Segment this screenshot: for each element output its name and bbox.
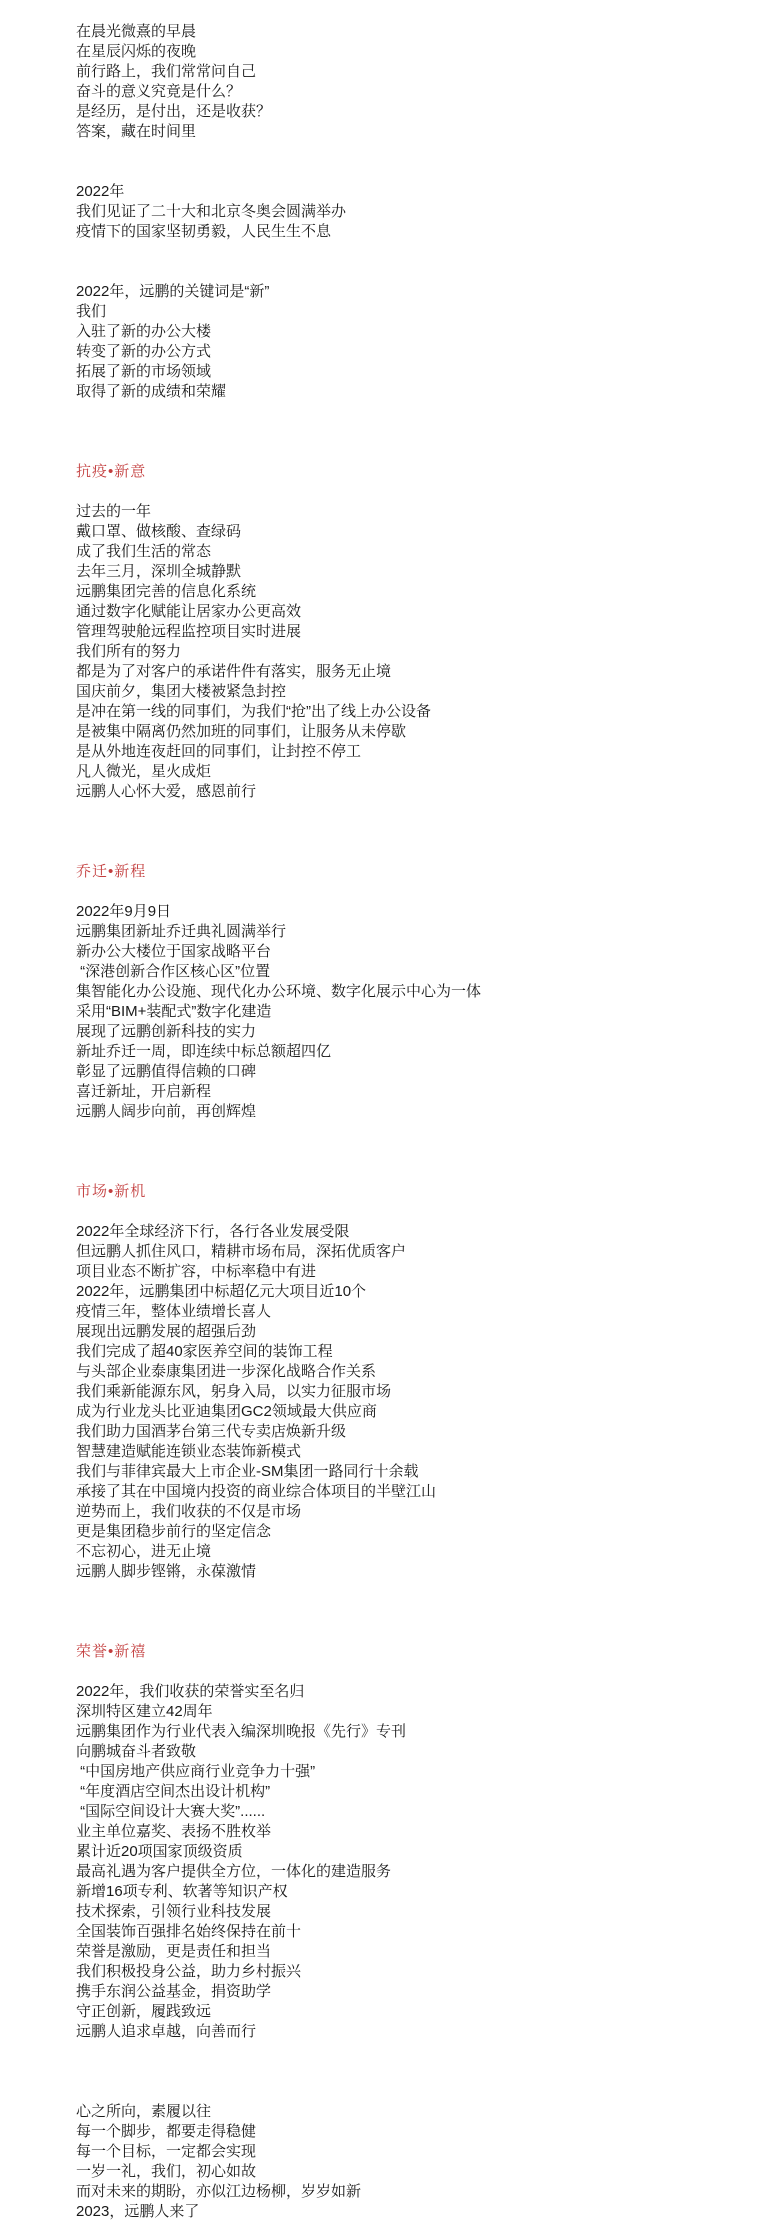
paragraph — [76, 1222, 715, 1582]
text-line: 通过数字化赋能让居家办公更高效 — [76, 603, 302, 620]
text-line: 智慧建造赋能连锁业态装饰新模式 — [76, 1443, 302, 1460]
text-line: 最高礼遇为客户提供全方位，一体化的建造服务 — [76, 1863, 392, 1880]
text-line: 逆势而上，我们收获的不仅是市场 — [76, 1503, 302, 1520]
text-line: “国际空间设计大赛大奖”...... — [76, 1803, 266, 1820]
text-line: 业主单位嘉奖、表扬不胜枚举 — [76, 1823, 272, 1840]
text-line: 每一个目标，一定都会实现 — [76, 2143, 257, 2160]
text-line: 每一个脚步，都要走得稳健 — [76, 2123, 257, 2140]
text-line: 心之所向，素履以往 — [76, 2103, 212, 2120]
text-line: 一岁一礼，我们，初心如故 — [76, 2163, 257, 2180]
text-line: 疫情下的国家坚韧勇毅，人民生生不息 — [76, 223, 332, 240]
text-line: 2022年，远鹏的关键词是“新” — [76, 283, 270, 300]
text-line: 凡人微光，星火成炬 — [76, 763, 212, 780]
text-line: 答案，藏在时间里 — [76, 123, 197, 140]
text-line: 但远鹏人抓住风口，精耕市场布局，深拓优质客户 — [76, 1243, 407, 1260]
text-line: 我们乘新能源东风，躬身入局，以实力征服市场 — [76, 1383, 392, 1400]
text-line: 远鹏人脚步铿锵，永葆激情 — [76, 1563, 257, 1580]
text-line: 集智能化办公设施、现代化办公环境、数字化展示中心为一体 — [76, 983, 482, 1000]
text-line: 展现出远鹏发展的超强后劲 — [76, 1323, 257, 1340]
text-line: 奋斗的意义究竟是什么？ — [76, 83, 242, 100]
text-line: 戴口罩、做核酸、查绿码 — [76, 523, 242, 540]
text-line: “中国房地产供应商行业竞争力十强” — [76, 1763, 316, 1780]
paragraph — [76, 502, 715, 802]
text-line: 都是为了对客户的承诺件件有落实，服务无止境 — [76, 663, 392, 680]
paragraph — [76, 1682, 715, 2042]
text-line: 新办公大楼位于国家战略平台 — [76, 943, 272, 960]
text-line: 成了我们生活的常态 — [76, 543, 212, 560]
text-line: 2023，远鹏人来了 — [76, 2203, 200, 2220]
text-line: 管理驾驶舱远程监控项目实时进展 — [76, 623, 302, 640]
text-line: 是被集中隔离仍然加班的同事们，让服务从未停歇 — [76, 723, 407, 740]
text-line: 我们完成了超40家医养空间的装饰工程 — [76, 1343, 333, 1360]
text-line: 向鹏城奋斗者致敬 — [76, 1743, 197, 1760]
text-line: 2022年全球经济下行，各行各业发展受限 — [76, 1223, 350, 1240]
text-line: 国庆前夕，集团大楼被紧急封控 — [76, 683, 287, 700]
text-line: 取得了新的成绩和荣耀 — [76, 383, 227, 400]
text-line: 2022年 — [76, 183, 125, 200]
text-line: 荣誉是激励，更是责任和担当 — [76, 1943, 272, 1960]
text-line: 承接了其在中国境内投资的商业综合体项目的半壁江山 — [76, 1483, 437, 1500]
text-line: 拓展了新的市场领域 — [76, 363, 212, 380]
text-line: 技术探索，引领行业科技发展 — [76, 1903, 272, 1920]
text-line: 项目业态不断扩容，中标率稳中有进 — [76, 1263, 317, 1280]
text-line: 疫情三年，整体业绩增长喜人 — [76, 1303, 272, 1320]
section-heading: 抗疫•新意 — [76, 463, 147, 480]
text-line: 2022年，我们收获的荣誉实至名归 — [76, 1683, 305, 1700]
text-line: 与头部企业泰康集团进一步深化战略合作关系 — [76, 1363, 377, 1380]
text-line: 守正创新，履践致远 — [76, 2003, 212, 2020]
text-line: 彰显了远鹏值得信赖的口碑 — [76, 1063, 257, 1080]
text-line: “深港创新合作区核心区”位置 — [76, 963, 271, 980]
text-line: 我们积极投身公益，助力乡村振兴 — [76, 1963, 302, 1980]
text-line: 是冲在第一线的同事们，为我们“抢”出了线上办公设备 — [76, 703, 431, 720]
text-line: 远鹏集团完善的信息化系统 — [76, 583, 257, 600]
text-line: 携手东润公益基金，捐资助学 — [76, 1983, 272, 2000]
section-heading: 荣誉•新禧 — [76, 1643, 147, 1660]
text-line: 我们见证了二十大和北京冬奥会圆满举办 — [76, 203, 347, 220]
section-heading: 乔迁•新程 — [76, 863, 147, 880]
text-line: 去年三月，深圳全城静默 — [76, 563, 242, 580]
text-line: 远鹏集团新址乔迁典礼圆满举行 — [76, 923, 287, 940]
text-line: 新增16项专利、软著等知识产权 — [76, 1883, 288, 1900]
text-line: “年度酒店空间杰出设计机构” — [76, 1783, 271, 1800]
text-line: 新址乔迁一周，即连续中标总额超四亿 — [76, 1043, 332, 1060]
paragraph — [76, 182, 715, 242]
text-line: 更是集团稳步前行的坚定信念 — [76, 1523, 272, 1540]
text-line: 我们 — [76, 303, 107, 320]
text-line: 我们与菲律宾最大上市企业-SM集团一路同行十余载 — [76, 1463, 419, 1480]
text-line: 喜迁新址，开启新程 — [76, 1083, 212, 1100]
article-body — [76, 22, 715, 2222]
text-line: 2022年，远鹏集团中标超亿元大项目近10个 — [76, 1283, 367, 1300]
text-line: 是经历，是付出，还是收获？ — [76, 103, 272, 120]
text-line: 我们助力国酒茅台第三代专卖店焕新升级 — [76, 1423, 347, 1440]
paragraph — [76, 902, 715, 1122]
text-line: 成为行业龙头比亚迪集团GC2领域最大供应商 — [76, 1403, 377, 1420]
text-line: 过去的一年 — [76, 503, 152, 520]
text-line: 转变了新的办公方式 — [76, 343, 212, 360]
text-line: 远鹏集团作为行业代表入编深圳晚报《先行》专刊 — [76, 1723, 407, 1740]
paragraph — [76, 2102, 715, 2222]
text-line: 累计近20项国家顶级资质 — [76, 1843, 243, 1860]
text-line: 全国装饰百强排名始终保持在前十 — [76, 1923, 302, 1940]
text-line: 在星辰闪烁的夜晚 — [76, 43, 197, 60]
text-line: 我们所有的努力 — [76, 643, 182, 660]
text-line: 入驻了新的办公大楼 — [76, 323, 212, 340]
text-line: 采用“BIM+装配式”数字化建造 — [76, 1003, 272, 1020]
text-line: 远鹏人追求卓越，向善而行 — [76, 2023, 257, 2040]
text-line: 在晨光微熹的早晨 — [76, 23, 197, 40]
text-line: 远鹏人心怀大爱，感恩前行 — [76, 783, 257, 800]
text-line: 是从外地连夜赶回的同事们，让封控不停工 — [76, 743, 362, 760]
text-line: 2022年9月9日 — [76, 903, 172, 920]
text-line: 展现了远鹏创新科技的实力 — [76, 1023, 257, 1040]
paragraph — [76, 282, 715, 402]
section-heading: 市场•新机 — [76, 1183, 147, 1200]
paragraph-spacer — [76, 2082, 715, 2102]
text-line: 前行路上，我们常常问自己 — [76, 63, 257, 80]
text-line: 远鹏人阔步向前，再创辉煌 — [76, 1103, 257, 1120]
paragraph — [76, 22, 715, 142]
text-line: 深圳特区建立42周年 — [76, 1703, 213, 1720]
text-line: 而对未来的期盼，亦似江边杨柳，岁岁如新 — [76, 2183, 362, 2200]
text-line: 不忘初心，进无止境 — [76, 1543, 212, 1560]
